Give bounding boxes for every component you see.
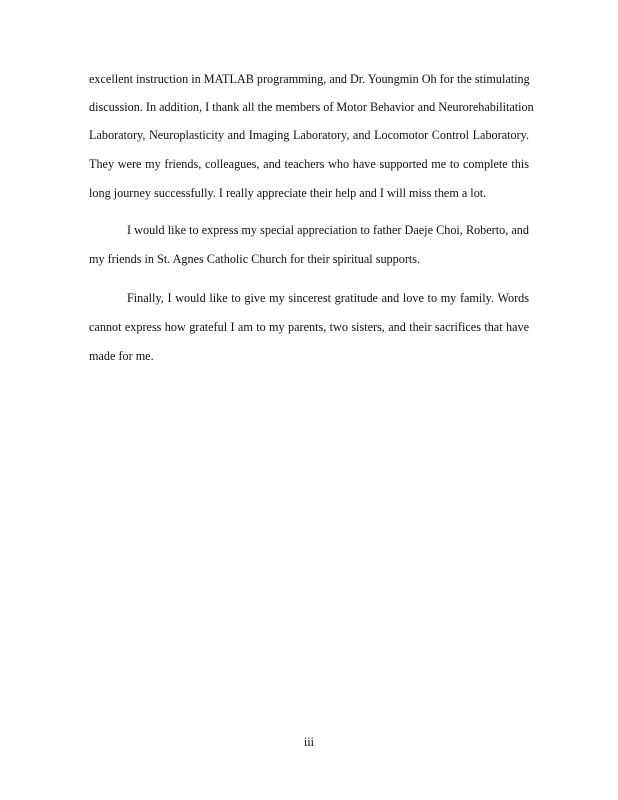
paragraph-1-line-1: excellent instruction in MATLAB programming, and Dr. Youngmin Oh for the stimulating [89, 72, 530, 86]
paragraph-3-line-2: cannot express how grateful I am to my parents, two sisters, and their sacrifices that have [89, 320, 529, 334]
page-number: iii [303, 735, 315, 749]
paragraph-1-line-2: discussion. In addition, I thank all the members of Motor Behavior and Neurorehabilitation [89, 100, 534, 114]
paragraph-2-line-2: my friends in St. Agnes Catholic Church for their spiritual supports. [89, 252, 421, 266]
paragraph-1-line-5: long journey successfully. I really appreciate their help and I will miss them a lot. [89, 186, 487, 200]
paragraph-1-line-4: They were my friends, colleagues, and teachers who have supported me to complete this [89, 157, 529, 171]
paragraph-1-line-3: Laboratory, Neuroplasticity and Imaging Laboratory, and Locomotor Control Laboratory. [89, 128, 529, 142]
paragraph-3-line-1: Finally, I would like to give my sincerest gratitude and love to my family. Words [127, 291, 529, 305]
paragraph-2-line-1: I would like to express my special appreciation to father Daeje Choi, Roberto, and [127, 223, 529, 237]
paragraph-3-line-3: made for me. [89, 349, 154, 363]
